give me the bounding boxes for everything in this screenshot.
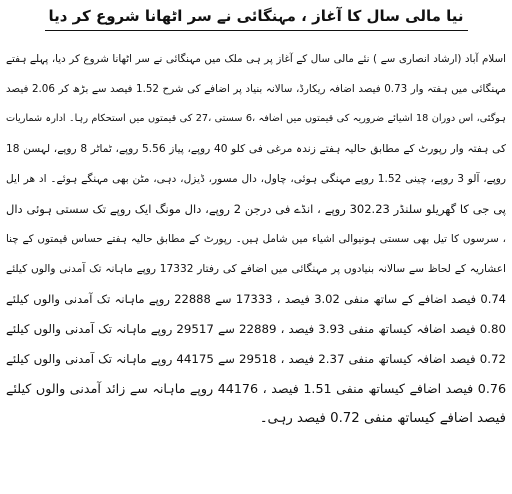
body-line-8: اعشاریہ کے لحاظ سے سالانہ بنیادوں پر مہنگائی میں اضافے کی رفتار 17332 روپے ماہانہ تک آمدنی والوں کیلئے bbox=[6, 263, 506, 275]
article-headline: نیا مالی سال کا آغاز ، مہنگائی نے سر اٹھانا شروع کر دیا bbox=[45, 4, 468, 31]
body-line-2: مہنگائی میں ہفتہ وار 0.73 فیصد اضافہ ریکارڈ، سالانہ بنیاد پر اضافے کی شرح 1.52 فیصد سے بڑھ کر 2.06 فیصد bbox=[6, 83, 506, 95]
body-line-1: اسلام آباد (ارشاد انصاری سے ) نئے مالی سال کے آغاز پر ہی ملک میں مہنگائی نے سر اٹھانا شروع کر دیا، پہلے ہفتے bbox=[6, 53, 506, 65]
body-line-6: پی جی کا گھریلو سلنڈر 302.23 روپے ، انڈے فی درجن 2 روپے، دال مونگ ایک روپے تک سستی ہوئی دال bbox=[6, 202, 506, 216]
body-line-3: ہوگئی، اس دوران 18 اشیائے ضروریہ کی قیمتوں میں اضافہ ،6 سستی ،27 کی قیمتوں میں استحکام رہا۔ ادارہ شماریات bbox=[6, 113, 506, 124]
article-body bbox=[6, 44, 506, 434]
body-line-5: روپے، آلو 3 روپے، چینی 1.52 روپے مہنگی ہوئی، چاول، دال مسور، ڈیزل، دہی، مٹن بھی مہنگے ہوئے۔ اد ھر ایل bbox=[6, 173, 506, 185]
body-line-10: 0.80 فیصد اضافہ کیساتھ منفی 3.93 فیصد ، 22889 سے 29517 روپے ماہانہ تک آمدنی والوں کیلئے bbox=[6, 322, 506, 336]
body-line-9: 0.74 فیصد اضافے کے ساتھ منفی 3.02 فیصد ، 17333 سے 22888 روپے ماہانہ تک آمدنی والوں کیلئے bbox=[6, 292, 506, 306]
body-line-4: کی ہفتہ وار رپورٹ کے مطابق حالیہ ہفتے زندہ مرغی فی کلو 40 روپے، پیاز 5.56 روپے، ٹماٹر 8 روپے، لہسن 18 bbox=[6, 143, 506, 155]
body-line-13: فیصد اضافے کیساتھ منفی 0.72 فیصد رہی۔ bbox=[259, 411, 506, 426]
body-line-7: ، سرسوں کا تیل بھی سستی ہونیوالی اشیاء میں شامل ہیں۔ رپورٹ کے مطابق حالیہ ہفتے حساس قیمتوں کے چنا bbox=[6, 233, 506, 245]
headline-container bbox=[0, 4, 512, 31]
body-line-11: 0.72 فیصد اضافہ کیساتھ منفی 2.37 فیصد ، 29518 سے 44175 روپے ماہانہ تک آمدنی والوں کیلئے bbox=[6, 352, 506, 366]
body-line-12: 0.76 فیصد اضافے کیساتھ منفی 1.51 فیصد ، 44176 روپے ماہانہ سے زائد آمدنی والوں کیلئے bbox=[6, 381, 506, 396]
